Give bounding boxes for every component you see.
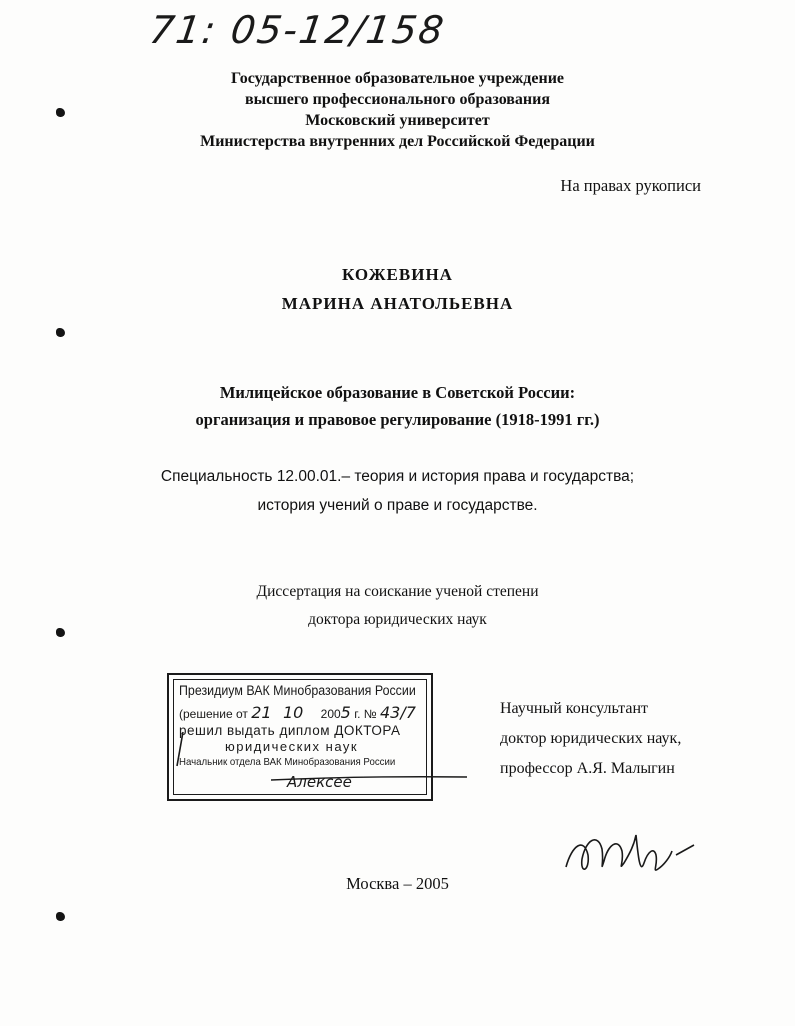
stamp-decision-year-suffix: 5 — [340, 703, 351, 722]
institution-line-4: Министерства внутренних дел Российской Федерации — [200, 133, 595, 150]
binder-hole-mark — [56, 328, 65, 337]
author-given-names: МАРИНА АНАТОЛЬЕВНА — [281, 294, 514, 313]
stamp-line-5: Начальник отдела ВАК Минобразования России — [179, 756, 396, 768]
stamp-decision-number: 43/7 — [380, 703, 416, 722]
binder-hole-mark — [56, 628, 65, 637]
archive-number-handwritten: 71: 05-12/158 — [146, 8, 449, 52]
institution-line-1: Государственное образовательное учреждение — [230, 70, 565, 87]
stamp-line-4: юридических наук — [225, 739, 359, 754]
stamp-line-3: решил выдать диплом ДОКТОРА — [179, 723, 401, 738]
stamp-decision-year-prefix: 200 — [320, 707, 341, 721]
dissertation-title-line-2: организация и правовое регулирование (1918-1991 гг.) — [195, 410, 600, 429]
institution-line-2: высшего профессионального образования — [244, 91, 551, 108]
author-surname: КОЖЕВИНА — [342, 265, 453, 284]
manuscript-rights-note: На правах рукописи — [560, 176, 701, 195]
consultant-line-3: профессор А.Я. Малыгин — [500, 760, 675, 777]
stamp-line-1: Президиум ВАК Минобразования России — [179, 683, 416, 698]
stamp-decision-number-prefix: г. № — [354, 707, 377, 721]
stamp-signature-handwritten: Алексее — [287, 773, 352, 791]
degree-line-2: доктора юридических наук — [308, 611, 487, 628]
consultant-line-2: доктор юридических наук, — [500, 730, 682, 747]
degree-line-1: Диссертация на соискание ученой степени — [256, 583, 539, 600]
binder-hole-mark — [56, 912, 65, 921]
specialty-line-2: история учений о праве и государстве. — [257, 497, 538, 514]
institution-line-3: Московский университет — [305, 112, 490, 129]
place-and-year: Москва – 2005 — [346, 874, 449, 893]
specialty-line-1: Специальность 12.00.01.– теория и история права и государства; — [160, 468, 635, 485]
consultant-line-1: Научный консультант — [500, 700, 648, 717]
stamp-decision-day: 21 — [251, 703, 272, 722]
stamp-signature-stroke — [175, 720, 475, 800]
stamp-decision-month: 10 — [282, 703, 304, 722]
stamp-decision-prefix: (решение от — [179, 707, 248, 721]
dissertation-title-line-1: Милицейское образование в Советской России: — [219, 383, 576, 402]
